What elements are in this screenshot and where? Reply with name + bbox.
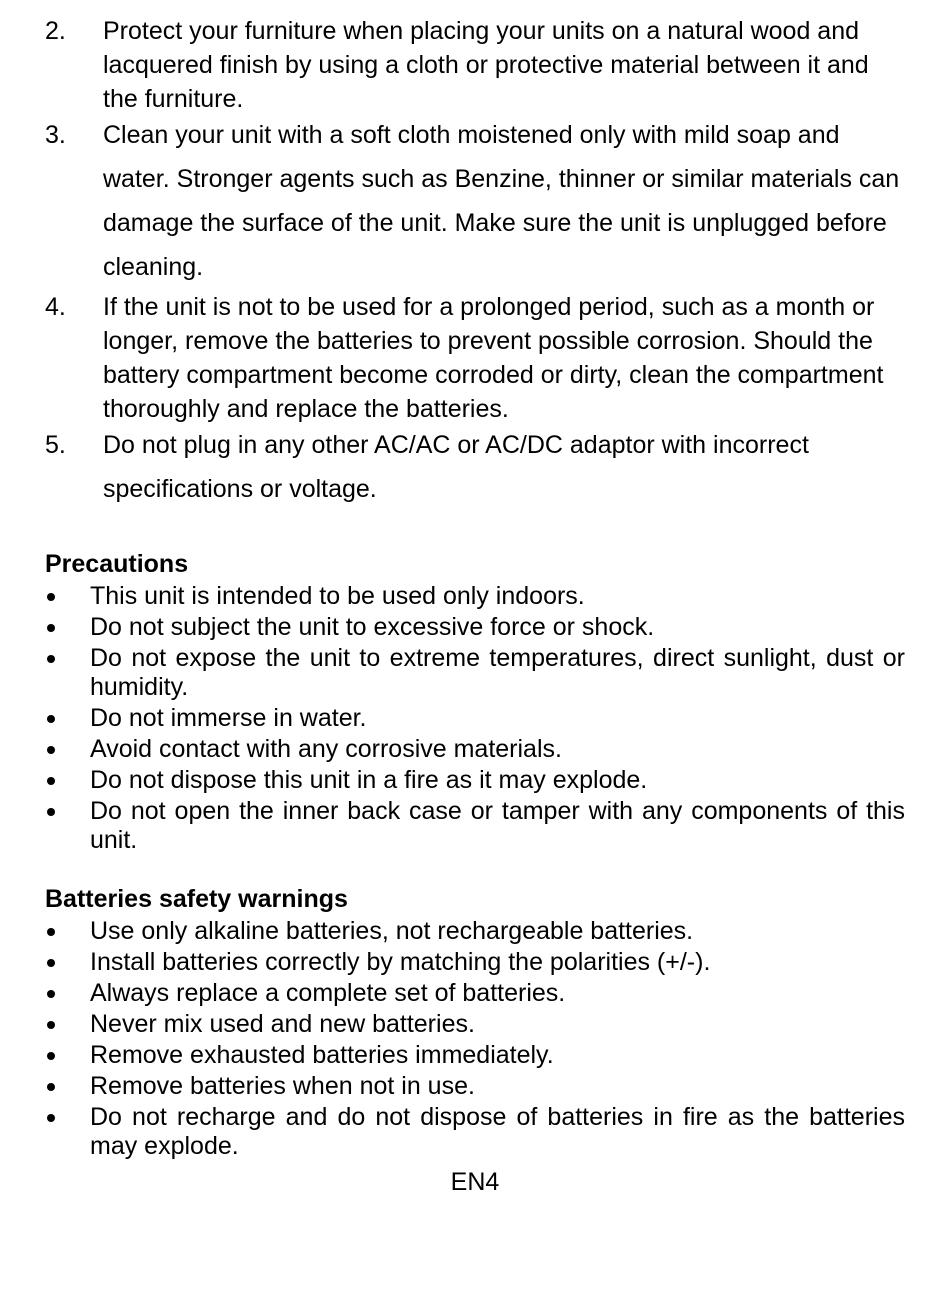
bullet-item xyxy=(45,1041,905,1070)
bullet-item xyxy=(45,1103,905,1161)
item-number: 5. xyxy=(45,431,66,459)
bullet-text: Do not subject the unit to excessive force or shock. xyxy=(90,613,655,641)
bullet-text: Avoid contact with any corrosive materials. xyxy=(90,735,562,763)
item-text: Do not plug in any other AC/AC or AC/DC adaptor with incorrect specifications or voltage. xyxy=(103,431,809,503)
bullet-icon xyxy=(45,766,90,795)
bullet-icon xyxy=(45,735,90,764)
precautions-section xyxy=(45,549,905,855)
bullet-item xyxy=(45,766,905,795)
bullet-text: Use only alkaline batteries, not rechargeable batteries. xyxy=(90,917,694,945)
bullet-icon xyxy=(45,1041,90,1070)
section-heading: Batteries safety warnings xyxy=(45,885,348,913)
numbered-instructions xyxy=(45,14,905,508)
bullet-icon xyxy=(45,613,90,642)
bullet-item xyxy=(45,797,905,855)
bullet-item xyxy=(45,948,905,977)
section-heading: Precautions xyxy=(45,550,189,578)
list-item xyxy=(45,113,905,289)
bullet-item xyxy=(45,1010,905,1039)
bullet-icon xyxy=(45,797,90,855)
bullet-item xyxy=(45,704,905,733)
bullet-text: Do not immerse in water. xyxy=(90,704,367,732)
bullet-item xyxy=(45,735,905,764)
bullet-text: Install batteries correctly by matching the polarities (+/-). xyxy=(90,948,711,976)
item-text: Clean your unit with a soft cloth moistened only with mild soap and water. Stronger agents such as Benzine, thinner or similar materials can damage the surface of the unit. Make sure the unit is unplugged before cleaning. xyxy=(103,121,900,281)
page-number: EN4 xyxy=(450,1168,500,1196)
bullet-text: Do not dispose this unit in a fire as it may explode. xyxy=(90,766,648,794)
bullet-text: Never mix used and new batteries. xyxy=(90,1010,475,1038)
item-number: 2. xyxy=(45,17,66,45)
bullet-icon xyxy=(45,1072,90,1101)
bullet-item xyxy=(45,917,905,946)
bullet-text: Do not open the inner back case or tamper with any components of this unit. xyxy=(90,797,905,854)
batteries-safety-section xyxy=(45,884,905,1161)
bullet-item xyxy=(45,613,905,642)
list-item xyxy=(45,423,905,511)
bullet-text: Remove batteries when not in use. xyxy=(90,1072,475,1100)
bullet-icon xyxy=(45,1103,90,1161)
item-number: 3. xyxy=(45,121,66,149)
bullet-text: Do not expose the unit to extreme temperatures, direct sunlight, dust or humidity. xyxy=(90,644,905,701)
bullet-icon xyxy=(45,582,90,611)
item-text: Protect your furniture when placing your units on a natural wood and lacquered finish by using a cloth or protective material between it and the furniture. xyxy=(103,17,869,113)
item-text: If the unit is not to be used for a prolonged period, such as a month or longer, remove the batteries to prevent possible corrosion. Should the battery compartment become corroded or dirty, clean the compartment thoroughly and replace the batteries. xyxy=(103,293,884,423)
bullet-icon xyxy=(45,1010,90,1039)
item-number: 4. xyxy=(45,293,66,321)
bullet-icon xyxy=(45,948,90,977)
bullet-text: Always replace a complete set of batteries. xyxy=(90,979,566,1007)
bullet-item xyxy=(45,644,905,702)
bullet-item xyxy=(45,979,905,1008)
bullet-icon xyxy=(45,979,90,1008)
bullet-item xyxy=(45,582,905,611)
bullet-text: This unit is intended to be used only indoors. xyxy=(90,582,585,610)
bullet-text: Do not recharge and do not dispose of batteries in fire as the batteries may explode. xyxy=(90,1103,905,1160)
list-item xyxy=(45,14,905,116)
bullet-icon xyxy=(45,644,90,702)
bullet-icon xyxy=(45,704,90,733)
bullet-item xyxy=(45,1072,905,1101)
list-item xyxy=(45,290,905,426)
bullet-icon xyxy=(45,917,90,946)
bullet-text: Remove exhausted batteries immediately. xyxy=(90,1041,554,1069)
